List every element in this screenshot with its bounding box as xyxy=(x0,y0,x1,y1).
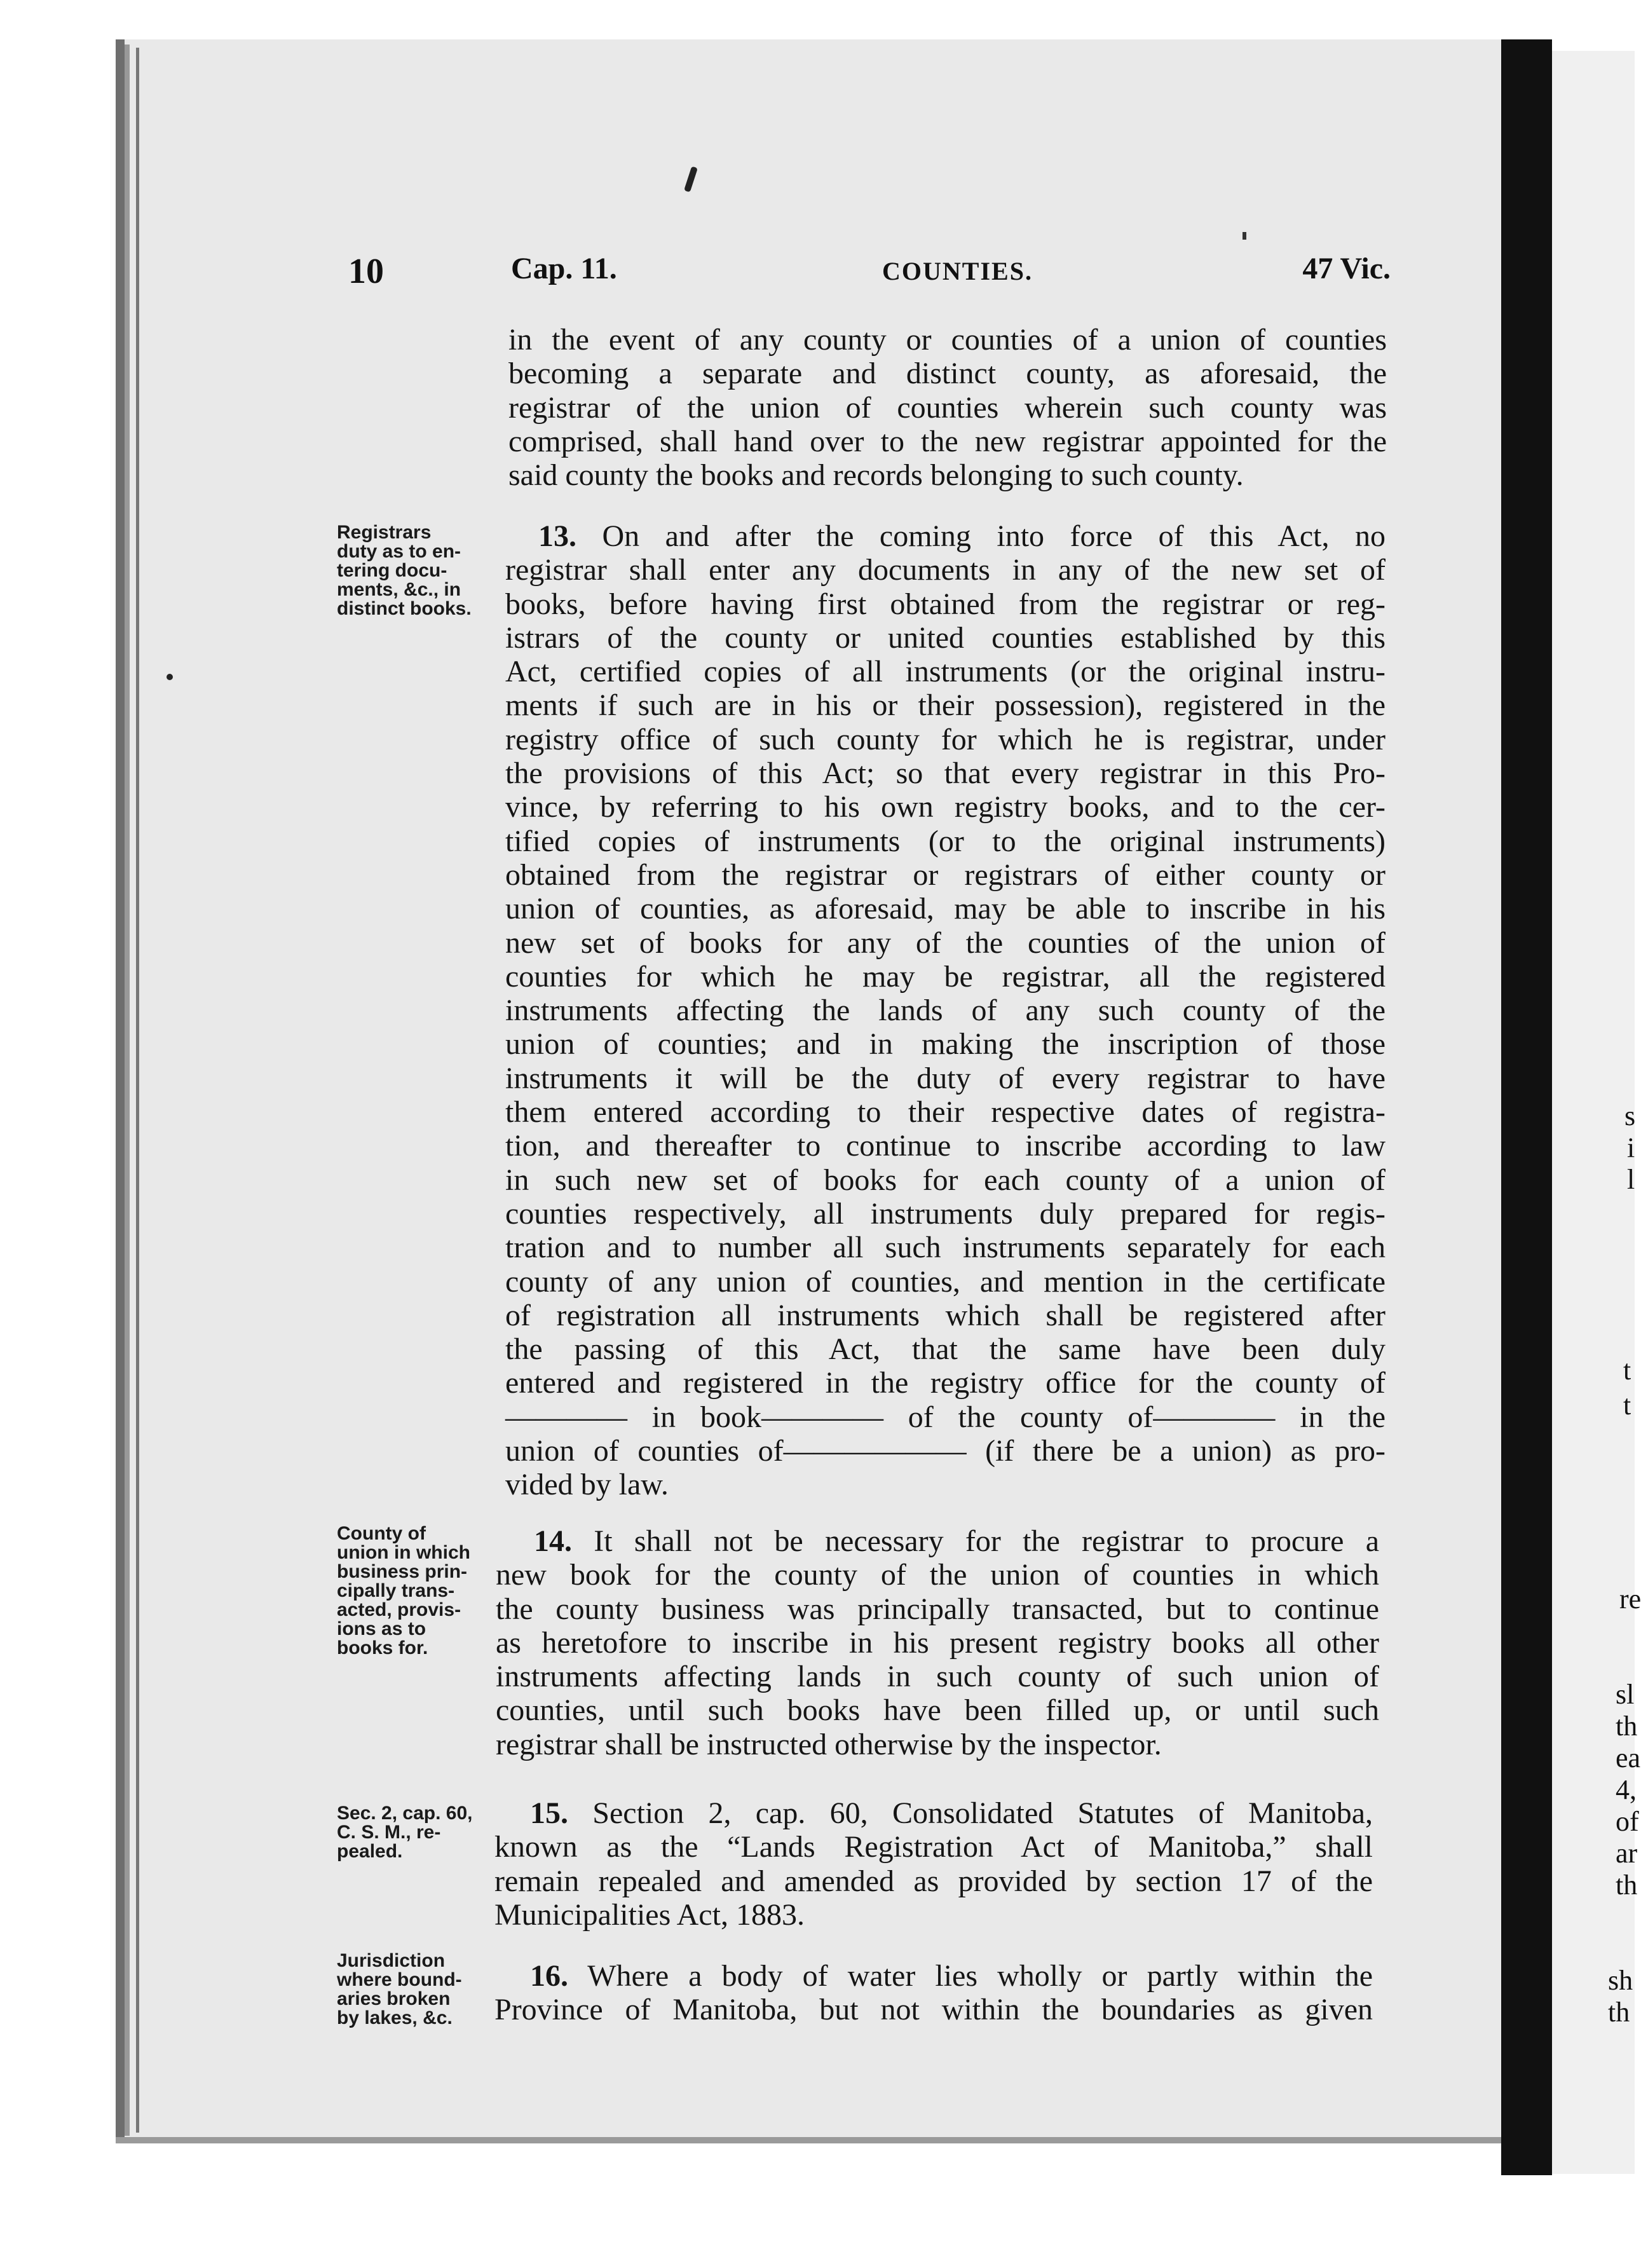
adjacent-fragment: th xyxy=(1616,1711,1638,1742)
section-number: 14. xyxy=(534,1524,572,1558)
text-line: ments if such are in his or their possession), registered in the xyxy=(505,688,1386,723)
text-line: 13. On and after the coming into force of this Act, no xyxy=(538,519,1386,553)
sidenote-section-16: Jurisdiction where bound- aries broken by lakes, &c. xyxy=(337,1950,462,2028)
intro-paragraph xyxy=(508,323,1387,492)
text-line: obtained from the registrar or registrars of either county or xyxy=(505,857,1386,892)
adjacent-fragment: t xyxy=(1623,1390,1631,1421)
page-title: COUNTIES. xyxy=(882,257,1033,285)
text-line: registrar shall enter any documents in any of the new set of xyxy=(505,553,1386,587)
adjacent-fragment: i xyxy=(1627,1132,1635,1163)
text-line: ———— in book———— of the county of———— in the xyxy=(505,1400,1386,1434)
section-14 xyxy=(496,1524,1379,1761)
running-header xyxy=(348,251,1391,296)
section-16 xyxy=(494,1959,1373,2027)
adjacent-fragment: l xyxy=(1627,1164,1635,1195)
sidenote-section-15: Sec. 2, cap. 60, C. S. M., re- pealed. xyxy=(337,1803,473,1862)
text-line: in such new set of books for each county of a union of xyxy=(505,1163,1386,1197)
adjacent-fragment: 4, xyxy=(1616,1774,1637,1805)
text-line: entered and registered in the registry office for the county of xyxy=(505,1366,1386,1400)
section-15 xyxy=(494,1796,1373,1932)
text-line: books, before having first obtained from the registrar or reg- xyxy=(505,587,1386,621)
text-line: said county the books and records belonging to such county. xyxy=(508,458,1244,493)
text-line: registrar of the union of counties wherein such county was xyxy=(508,390,1387,425)
text-line: vided by law. xyxy=(505,1468,669,1502)
text-line: instruments it will be the duty of every registrar to have xyxy=(505,1061,1386,1095)
text-line: the county business was principally transacted, but to continue xyxy=(496,1592,1379,1626)
text-line: instruments affecting the lands of any such county of the xyxy=(505,994,1386,1028)
text-line: tion, and thereafter to continue to inscribe according to law xyxy=(505,1129,1386,1163)
text-line: Municipalities Act, 1883. xyxy=(494,1897,805,1932)
text-line: 14. It shall not be necessary for the registrar to procure a xyxy=(534,1524,1380,1558)
text-line: counties for which he may be registrar, all the registered xyxy=(505,959,1386,994)
text-line: registry office of such county for which he is registrar, under xyxy=(505,722,1386,756)
chapter-label: Cap. 11. xyxy=(511,252,617,285)
sidenote-section-13: Registrars duty as to en- tering docu- ments, &c., in distinct books. xyxy=(337,522,472,619)
ink-dot xyxy=(167,674,173,680)
text-line: comprised, shall hand over to the new registrar appointed for the xyxy=(508,424,1387,458)
adjacent-fragment: th xyxy=(1616,1869,1638,1901)
section-13 xyxy=(505,519,1386,1502)
adjacent-fragment: ea xyxy=(1616,1742,1641,1773)
text-line: tration and to number all such instruments separately for each xyxy=(505,1231,1386,1265)
section-number: 16. xyxy=(530,1959,568,1993)
text-line: of registration all instruments which shall be registered after xyxy=(505,1298,1386,1332)
text-line: becoming a separate and distinct county, as aforesaid, the xyxy=(508,357,1387,391)
section-number: 13. xyxy=(538,519,576,553)
text-line: vince, by referring to his own registry books, and to the cer- xyxy=(505,790,1386,824)
text-line: Act, certified copies of all instruments (or the original instru- xyxy=(505,655,1386,689)
book-gutter xyxy=(1501,39,1552,2175)
page-edge xyxy=(125,44,130,2136)
text-line: 15. Section 2, cap. 60, Consolidated Statutes of Manitoba, xyxy=(530,1796,1373,1830)
text-line: the passing of this Act, that the same have been duly xyxy=(505,1332,1386,1367)
text-line: tified copies of instruments (or to the original instruments) xyxy=(505,824,1386,858)
ink-dot xyxy=(1243,232,1246,240)
text-line: Province of Manitoba, but not within the boundaries as given xyxy=(494,1993,1373,2027)
text-line: as heretofore to inscribe in his present registry books all other xyxy=(496,1625,1379,1660)
section-number: 15. xyxy=(530,1796,568,1830)
page-bottom-edge xyxy=(116,2137,1501,2143)
text-line: county of any union of counties, and mention in the certificate xyxy=(505,1264,1386,1299)
text-line: union of counties; and in making the inscription of those xyxy=(505,1027,1386,1062)
regnal-year: 47 Vic. xyxy=(1302,252,1391,285)
text-line: registrar shall be instructed otherwise by the inspector. xyxy=(496,1727,1162,1761)
text-line: remain repealed and amended as provided by section 17 of the xyxy=(494,1864,1373,1898)
adjacent-fragment: sh xyxy=(1608,1965,1633,1996)
adjacent-fragment: re xyxy=(1619,1583,1641,1615)
page-number: 10 xyxy=(348,252,384,291)
text-line: 16. Where a body of water lies wholly or partly within the xyxy=(530,1959,1373,1993)
adjacent-fragment: sl xyxy=(1616,1679,1635,1710)
adjacent-fragment: t xyxy=(1623,1355,1631,1386)
text-line: instruments affecting lands in such county of such union of xyxy=(496,1660,1379,1694)
adjacent-fragment: s xyxy=(1624,1100,1636,1131)
text-line: counties, until such books have been filled up, or until such xyxy=(496,1693,1379,1728)
adjacent-fragment: th xyxy=(1608,1997,1630,2028)
text-line: them entered according to their respective dates of registra- xyxy=(505,1095,1386,1130)
text-line: in the event of any county or counties of a union of counties xyxy=(508,323,1387,357)
text-line: the provisions of this Act; so that every registrar in this Pro- xyxy=(505,756,1386,791)
text-line: istrars of the county or united counties established by this xyxy=(505,620,1386,655)
text-line: counties respectively, all instruments duly prepared for regis- xyxy=(505,1196,1386,1231)
text-line: new book for the county of the union of counties in which xyxy=(496,1558,1379,1592)
text-line: known as the “Lands Registration Act of Manitoba,” shall xyxy=(494,1830,1373,1864)
text-line: union of counties of—————— (if there be a union) as pro- xyxy=(505,1434,1386,1468)
text-line: union of counties, as aforesaid, may be able to inscribe in his xyxy=(505,892,1386,926)
sidenote-section-14: County of union in which business prin- cipally trans- acted, provis- ions as to books for. xyxy=(337,1523,470,1658)
adjacent-fragment: of xyxy=(1616,1806,1639,1837)
text-line: new set of books for any of the counties of the union of xyxy=(505,926,1386,960)
page-edge xyxy=(136,48,139,2133)
adjacent-fragment: ar xyxy=(1616,1838,1638,1869)
